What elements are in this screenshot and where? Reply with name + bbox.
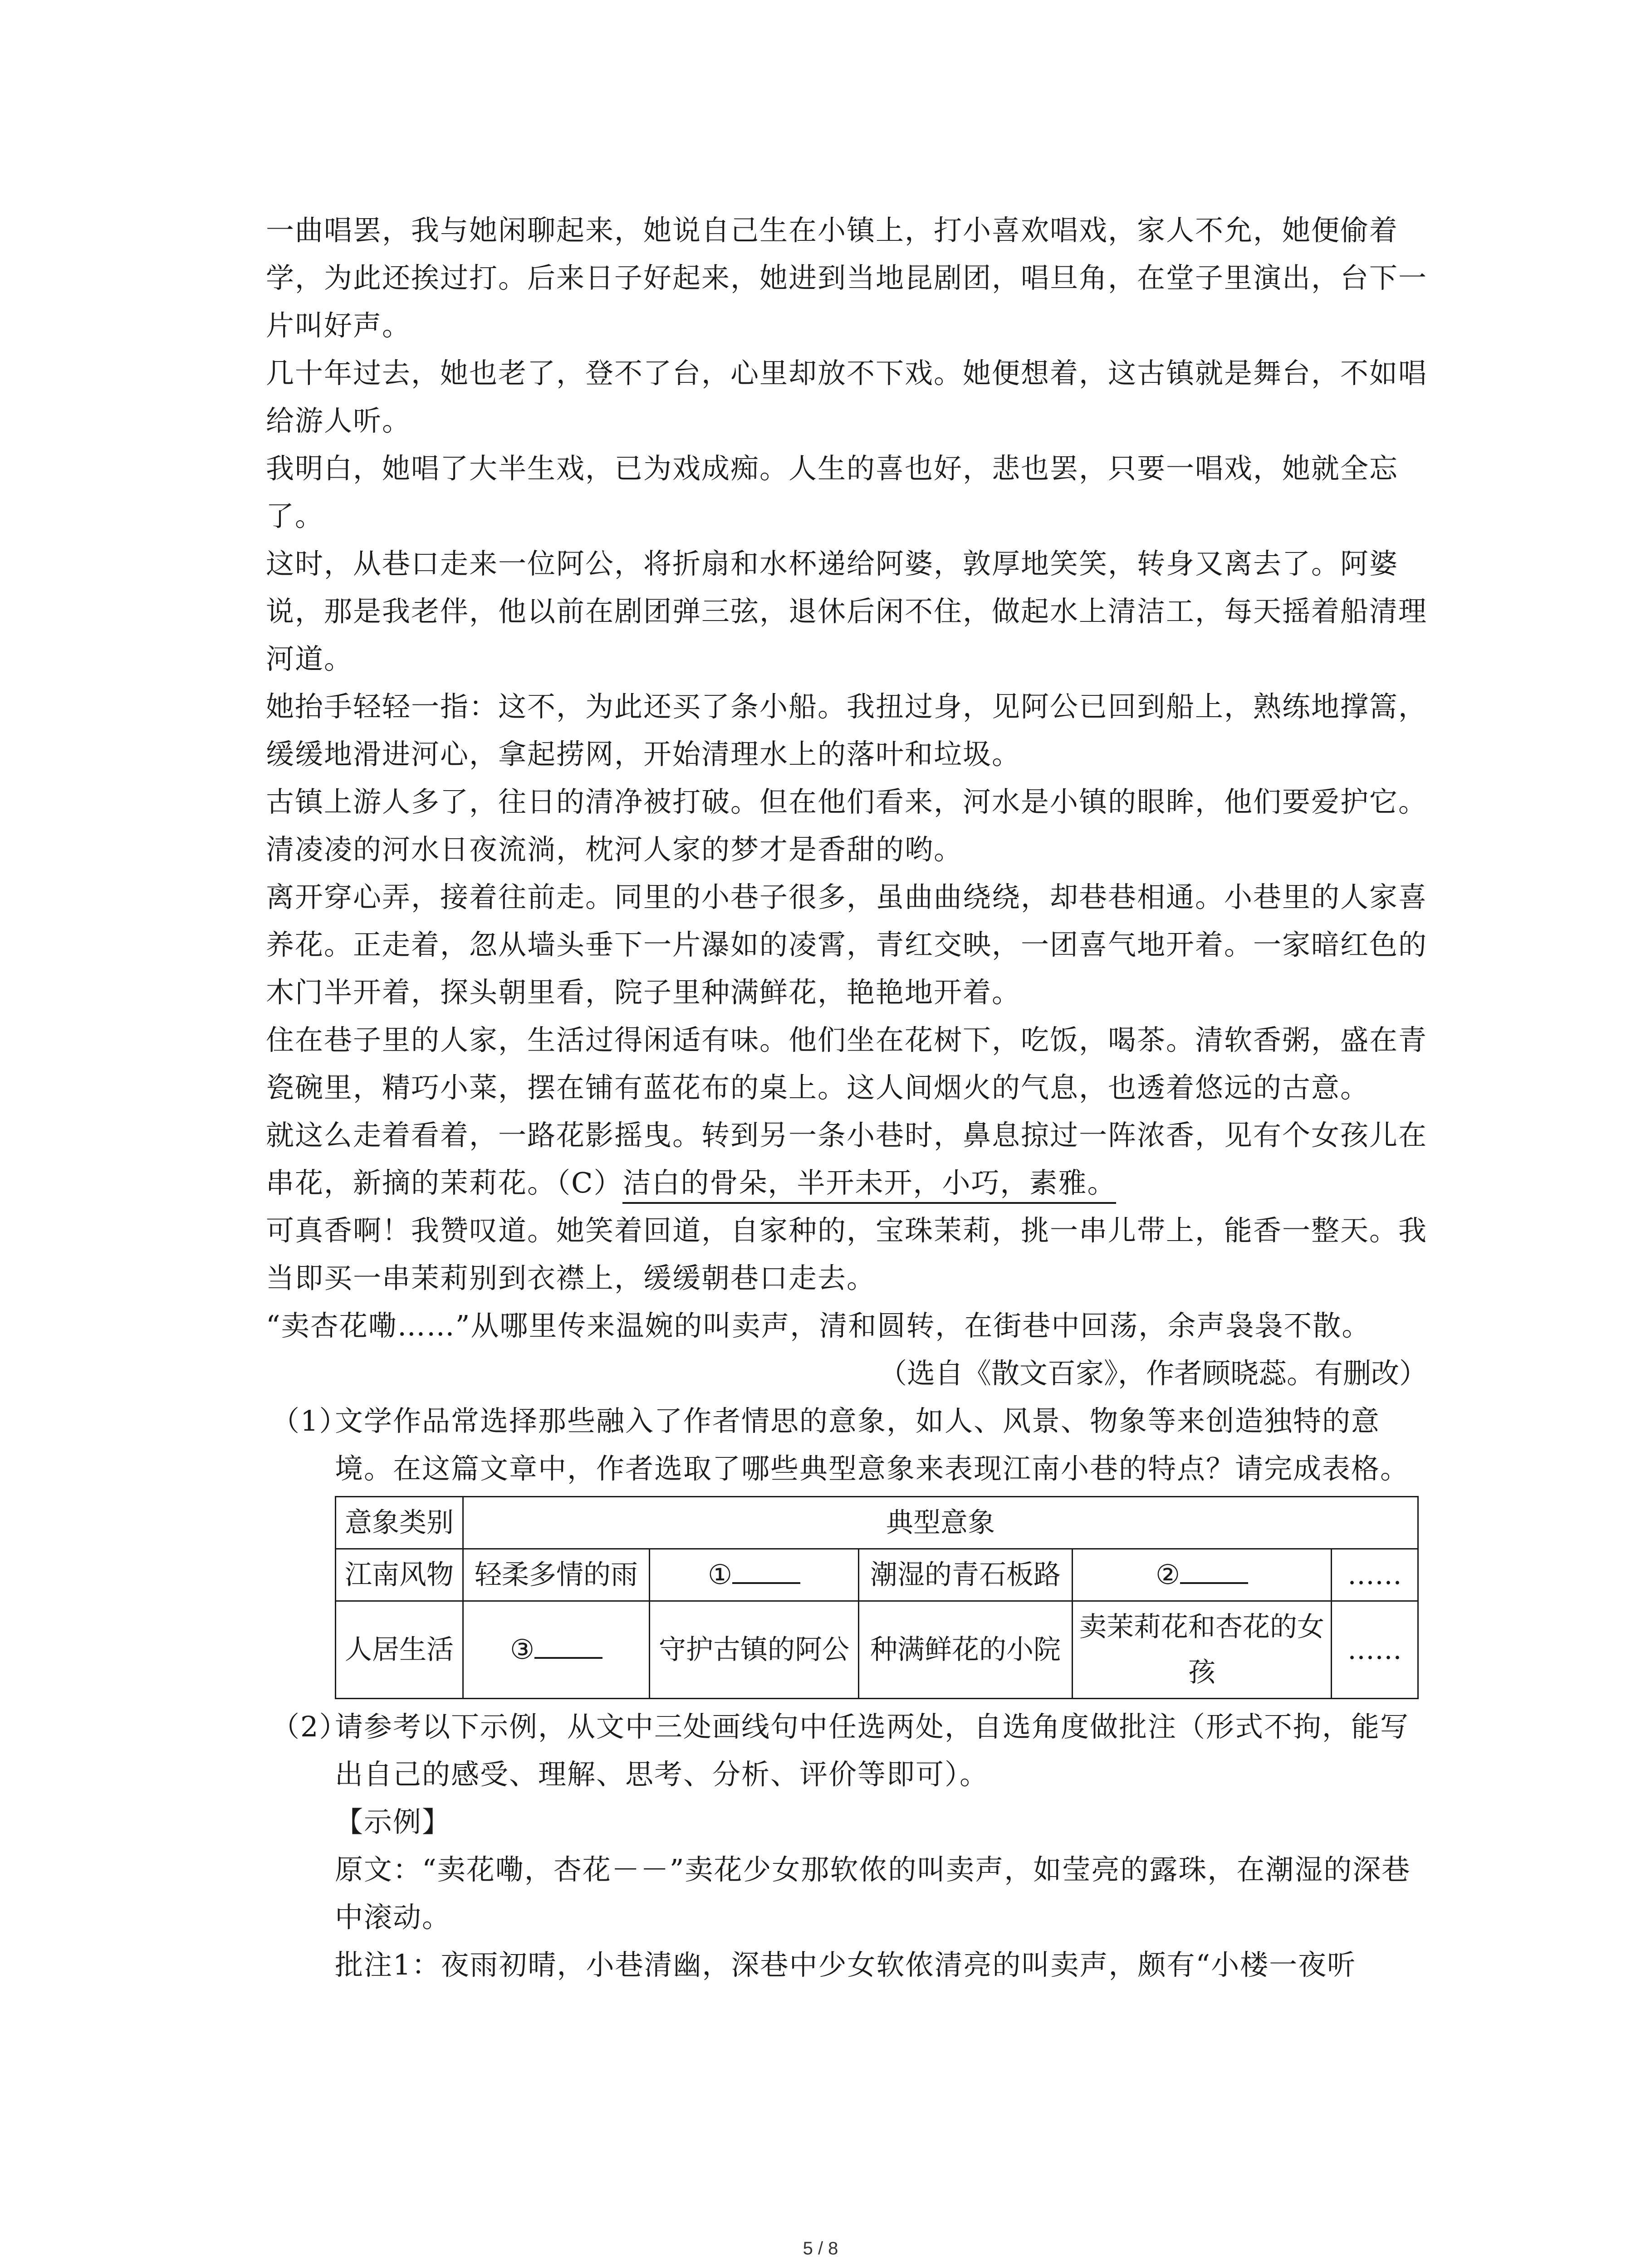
question-1-text: 文学作品常选择那些融入了作者情思的意象，如人、风景、物象等来创造独特的意境。在这篇文章中，作者选取了哪些典型意象来表现江南小巷的特点？请完成表格。 (335, 1404, 1410, 1485)
passage-paragraph-8: 住在巷子里的人家，生活过得闲适有味。他们坐在花树下，吃饭，喝茶。清软香粥，盛在青瓷碗里，精巧小菜，摆在铺有蓝花布的桌上。这人间烟火的气息，也透着悠远的古意。 (266, 1023, 1428, 1104)
underlined-sentence-c: 洁白的骨朵，半开未开，小巧，素雅。 (622, 1166, 1116, 1204)
example-annotation: 批注1：夜雨初晴，小巷清幽，深巷中少女软侬清亮的叫卖声，颇有“小楼一夜听 (335, 1948, 1357, 1981)
question-2-number: （2） (271, 1710, 348, 1743)
answer-blank[interactable] (534, 1630, 603, 1659)
page-content (266, 206, 1427, 1989)
answer-blank-cell[interactable] (463, 1601, 650, 1699)
answer-blank-cell[interactable] (1073, 1549, 1332, 1601)
table-cell: 卖茉莉花和杏花的女孩 (1073, 1601, 1332, 1699)
passage-paragraph-5: 她抬手轻轻一指：这不，为此还买了条小船。我扭过身，见阿公已回到船上，熟练地撑篙，缓缓地滑进河心，拿起捞网，开始清理水上的落叶和垃圾。 (266, 690, 1428, 771)
passage-paragraph-2: 几十年过去，她也老了，登不了台，心里却放不下戏。她便想着，这古镇就是舞台，不如唱给游人听。 (266, 357, 1428, 437)
imagery-table (335, 1496, 1419, 1699)
paragraph-9-text: 就这么走着看着，一路花影摇曳。转到另一条小巷时，鼻息掠过一阵浓香，见有个女孩儿在串花，新摘的茉莉花。 (266, 1119, 1428, 1199)
question-2-text: 请参考以下示例，从文中三处画线句中任选两处，自选角度做批注（形式不拘，能写出自己的感受、理解、思考、分析、评价等即可）。 (335, 1710, 1410, 1791)
table-row (336, 1549, 1418, 1601)
passage-paragraph-10: 可真香啊！我赞叹道。她笑着回道，自家种的，宝珠茉莉，挑一串儿带上，能香一整天。我当即买一串茉莉别到衣襟上，缓缓朝巷口走去。 (266, 1214, 1428, 1295)
answer-blank-cell[interactable] (650, 1549, 859, 1601)
example-label: 【示例】 (335, 1805, 451, 1838)
answer-blank[interactable] (1180, 1555, 1248, 1584)
example-original-text: 原文：“卖花嘞，杏花－－”卖花少女那软侬的叫卖声，如莹亮的露珠，在潮湿的深巷中滚动。 (335, 1853, 1411, 1934)
table-row (336, 1601, 1418, 1699)
ellipsis-cell: …… (1332, 1549, 1418, 1601)
question-1-number: （1） (271, 1404, 348, 1437)
passage-paragraph-9 (266, 1111, 1427, 1207)
table-cell: 种满鲜花的小院 (859, 1601, 1073, 1699)
table-cell: 轻柔多情的雨 (463, 1549, 650, 1601)
answer-blank[interactable] (732, 1555, 800, 1584)
question-1 (266, 1397, 1427, 1492)
source-citation: （选自《散文百家》，作者顾晓蕊。有删改） (878, 1357, 1427, 1390)
passage-paragraph-1: 一曲唱罢，我与她闲聊起来，她说自己生在小镇上，打小喜欢唱戏，家人不允，她便偷着学，为此还挨过打。后来日子好起来，她进到当地昆剧团，唱旦角，在堂子里演出，台下一片叫好声。 (266, 214, 1428, 342)
passage-paragraph-4: 这时，从巷口走来一位阿公，将折扇和水杯递给阿婆，敦厚地笑笑，转身又离去了。阿婆说，那是我老伴，他以前在剧团弹三弦，退休后闲不住，做起水上清洁工，每天摇着船清理河道。 (266, 547, 1428, 675)
passage-paragraph-6: 古镇上游人多了，往日的清净被打破。但在他们看来，河水是小镇的眼眸，他们要爱护它。清凌凌的河水日夜流淌，枕河人家的梦才是香甜的哟。 (266, 785, 1428, 866)
row-category-cell: 人居生活 (336, 1601, 463, 1699)
passage-paragraph-7: 离开穿心弄，接着往前走。同里的小巷子很多，虽曲曲绕绕，却巷巷相通。小巷里的人家喜养花。正走着，忽从墙头垂下一片瀑如的凌霄，青红交映，一团喜气地开着。一家暗红色的木门半开着，探头朝里看，院子里种满鲜花，艳艳地开着。 (266, 880, 1428, 1009)
header-imagery-cell: 典型意象 (463, 1497, 1418, 1549)
blank-marker: ③ (510, 1634, 534, 1666)
header-category-cell: 意象类别 (336, 1497, 463, 1549)
passage-paragraph-11: “卖杏花嘞……”从哪里传来温婉的叫卖声，清和圆转，在街巷中回荡，余声袅袅不散。 (266, 1309, 1371, 1342)
table-cell: 潮湿的青石板路 (859, 1549, 1073, 1601)
table-cell: 守护古镇的阿公 (650, 1601, 859, 1699)
question-2 (266, 1703, 1427, 1798)
blank-marker: ② (1156, 1559, 1180, 1591)
passage-paragraph-3: 我明白，她唱了大半生戏，已为戏成痴。人生的喜也好，悲也罢，只要一唱戏，她就全忘了。 (266, 452, 1399, 533)
page-number: 5 / 8 (803, 2239, 838, 2258)
row-category-cell: 江南风物 (336, 1549, 463, 1601)
ellipsis-cell: …… (1332, 1601, 1418, 1699)
table-header-row (336, 1497, 1418, 1549)
blank-marker: ① (708, 1559, 732, 1591)
underline-mark-c: （C） (556, 1166, 623, 1199)
